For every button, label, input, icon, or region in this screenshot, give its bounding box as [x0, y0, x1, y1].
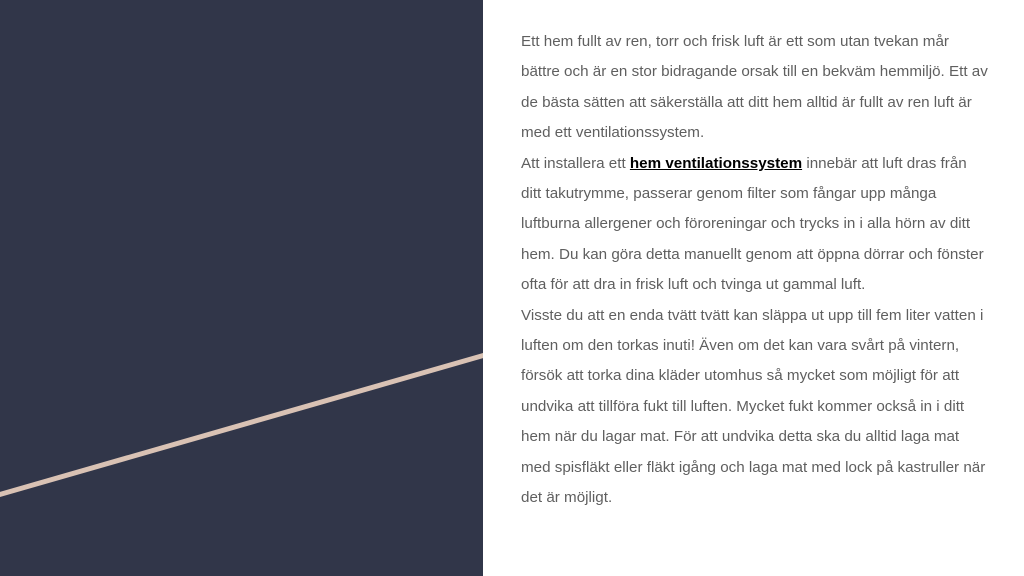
paragraph-installation	[521, 149, 991, 301]
paragraph-installation-body: innebär att luft dras från ditt takutrymme, passerar genom filter som fångar upp många luftburna allergener och föroreningar och trycks in i alla hörn av ditt hem. Du kan göra detta manuellt genom att öppna dörrar och fönster ofta för att dra in frisk luft och tvinga ut gammal luft.	[521, 154, 984, 294]
diagonal-stripe	[0, 355, 483, 495]
diagonal-stripe-graphic	[0, 0, 483, 576]
ventilation-system-link[interactable]: hem ventilationssystem	[629, 154, 803, 172]
paragraph-laundry: Visste du att en enda tvätt tvätt kan släppa ut upp till fem liter vatten i luften om den torkas inuti! Även om det kan vara svårt på vintern, försök att torka dina kläder utomhus så mycket som möjligt för att undvika att tillföra fukt till luften. Mycket fukt kommer också in i ditt hem när du lagar mat. För att undvika detta ska du alltid laga mat med spisfläkt eller fläkt igång och laga mat med lock på kastruller när det är möjligt.	[521, 306, 986, 507]
paragraph-installation-lead: Att installera ett	[521, 154, 630, 172]
content-panel	[483, 0, 1024, 576]
decorative-panel	[0, 0, 483, 576]
article-text	[521, 27, 991, 514]
paragraph-intro: Ett hem fullt av ren, torr och frisk luft är ett som utan tvekan mår bättre och är en stor bidragande orsak till en bekväm hemmiljö. Ett av de bästa sätten att säkerställa att ditt hem alltid är fullt av ren luft är med ett ventilationssystem.	[521, 33, 988, 142]
